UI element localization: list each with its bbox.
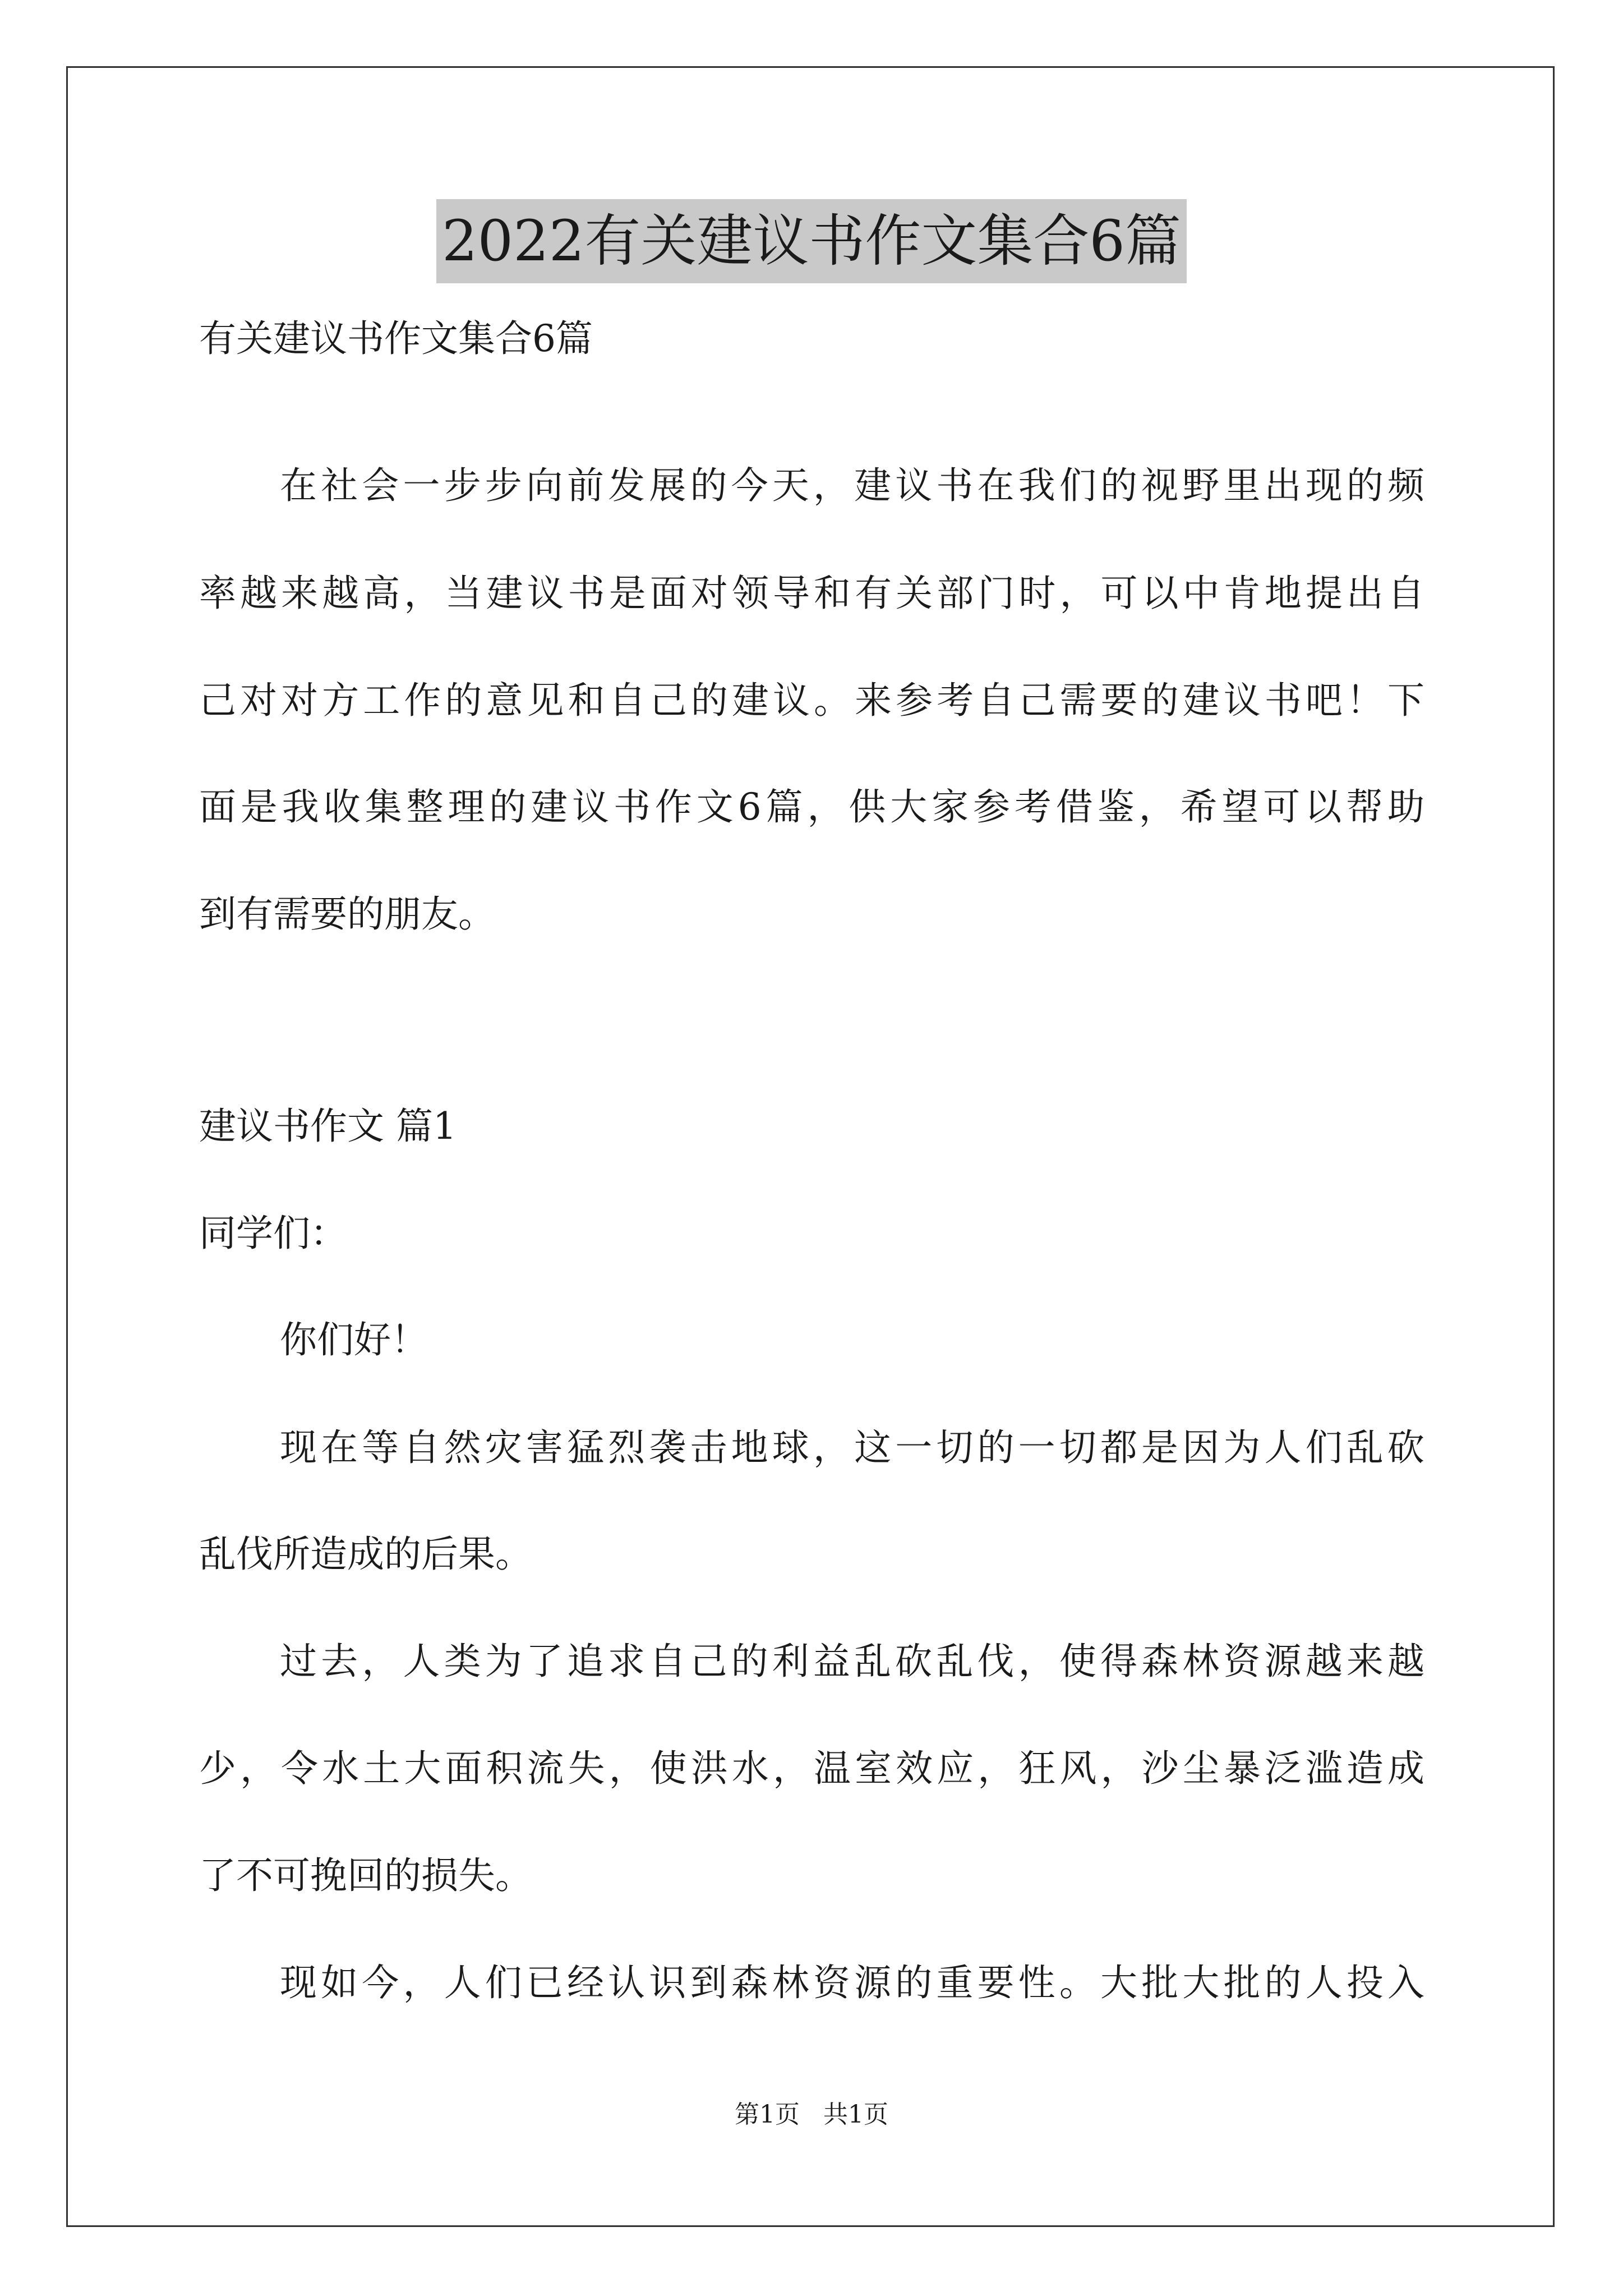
intro-line-1: 在社会一步步向前发展的今天，建议书在我们的视野里出现的频: [280, 464, 1424, 507]
intro-line-5: 到有需要的朋友。: [199, 892, 495, 936]
document-subtitle: 有关建议书作文集合6篇: [199, 317, 593, 360]
para1-line-2: 乱伐所造成的后果。: [199, 1533, 532, 1576]
greeting: 你们好！: [280, 1318, 428, 1361]
para1-line-1: 现在等自然灾害猛烈袭击地球，这一切的一切都是因为人们乱砍: [280, 1426, 1424, 1469]
title-container: [0, 199, 1623, 283]
document-title: 2022有关建议书作文集合6篇: [436, 199, 1187, 283]
para3-line-1: 现如今，人们已经认识到森林资源的重要性。大批大批的人投入: [280, 1961, 1424, 2004]
section-heading: 建议书作文 篇1: [199, 1105, 457, 1148]
intro-line-2: 率越来越高，当建议书是面对领导和有关部门时，可以中肯地提出自: [199, 572, 1424, 615]
intro-line-4: 面是我收集整理的建议书作文6篇，供大家参考借鉴，希望可以帮助: [199, 785, 1424, 829]
page-footer: 第1页 共1页: [735, 2100, 888, 2129]
para2-line-1: 过去，人类为了追求自己的利益乱砍乱伐，使得森林资源越来越: [280, 1640, 1424, 1683]
para2-line-2: 少，令水土大面积流失，使洪水，温室效应，狂风，沙尘暴泛滥造成: [199, 1747, 1424, 1790]
intro-line-3: 己对对方工作的意见和自己的建议。来参考自己需要的建议书吧！下: [199, 679, 1424, 722]
salutation: 同学们：: [199, 1212, 347, 1255]
para2-line-3: 了不可挽回的损失。: [199, 1854, 532, 1897]
